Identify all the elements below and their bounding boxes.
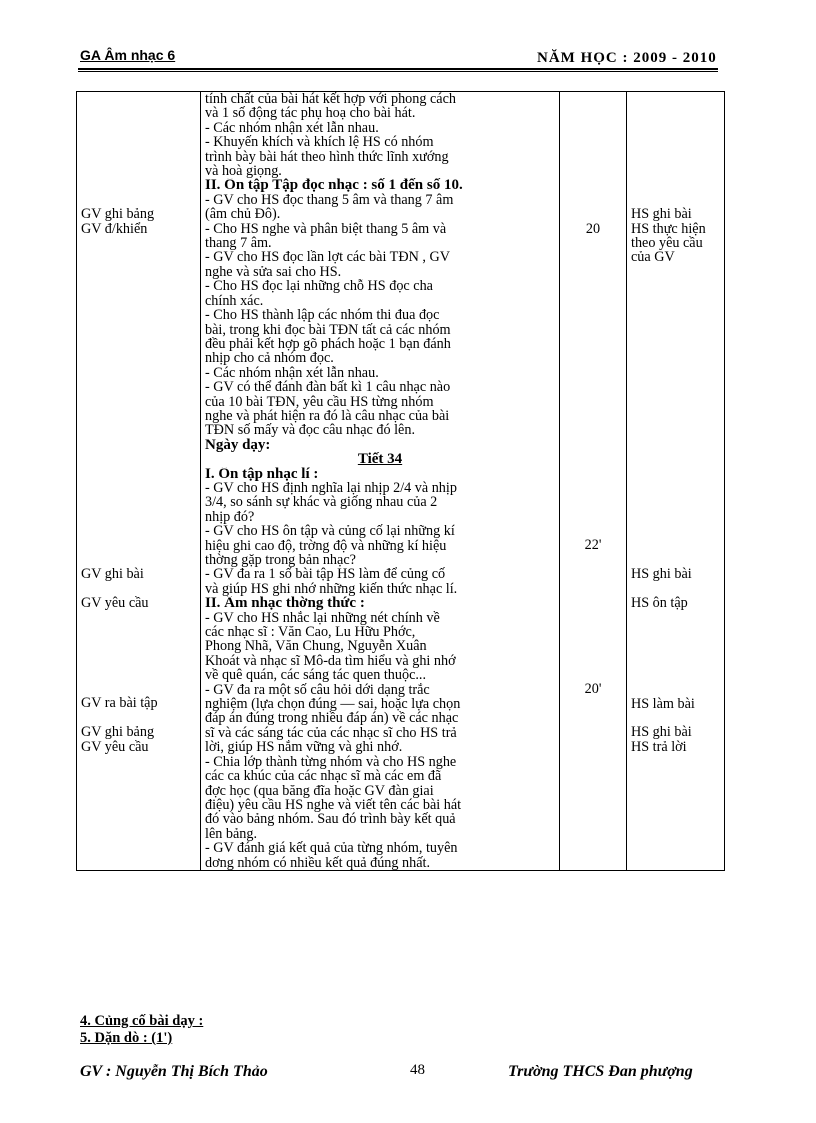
col1-entry: GV ghi bài bbox=[81, 566, 144, 582]
content-line: - Chia lớp thành từng nhóm và cho HS nghe bbox=[205, 754, 457, 770]
col1-entry: GV ghi bảng bbox=[81, 207, 155, 222]
content-line: TĐN số mấy và đọc câu nhạc đó lên. bbox=[205, 423, 415, 438]
content-line: nhịp cho cả nhóm đọc. bbox=[205, 351, 334, 366]
col3-entry: 20 bbox=[585, 221, 601, 236]
teacher-activity-column bbox=[77, 92, 201, 871]
col1-entry: GV yêu cầu bbox=[81, 739, 149, 755]
school-signature: Trường THCS Đan phượng bbox=[508, 1063, 693, 1080]
col4-entry: HS ghi bài bbox=[631, 566, 692, 582]
content-line: Ngày dạy: bbox=[205, 437, 271, 453]
col1-entry: GV ghi bảng bbox=[81, 725, 155, 740]
content-line: trình bày bài hát theo hình thức lĩnh xướng bbox=[205, 149, 449, 165]
content-line: hiệu ghi cao độ, trờng độ và những kí hiệu bbox=[205, 538, 447, 553]
header-divider bbox=[78, 68, 718, 70]
header-divider-thin bbox=[78, 71, 718, 72]
content-line: - Các nhóm nhận xét lẫn nhau. bbox=[205, 120, 379, 136]
col3-entry: 22' bbox=[584, 538, 602, 553]
content-line: - GV đánh giá kết quả của từng nhóm, tuyên bbox=[205, 841, 458, 856]
content-line: các ca khúc của các nhạc sĩ mà các em đã bbox=[205, 769, 442, 784]
col1-entry: GV ra bài tập bbox=[81, 696, 158, 711]
col4-entry: của GV bbox=[631, 250, 675, 265]
content-line: - GV cho HS đọc lần lợt các bài TĐN , GV bbox=[205, 250, 450, 265]
content-line: - GV cho HS đọc thang 5 âm và thang 7 âm bbox=[205, 192, 454, 208]
content-line: đều phải kết hợp gõ phách hoặc 1 bạn đánh bbox=[205, 336, 451, 352]
header-school-year: NĂM HỌC : 2009 - 2010 bbox=[537, 50, 717, 66]
col4-entry: HS ôn tập bbox=[631, 595, 688, 611]
content-line: các nhạc sĩ : Văn Cao, Lu Hữu Phớc, bbox=[205, 625, 416, 640]
content-line: - GV đa ra một số câu hỏi dới dạng trắc bbox=[205, 682, 430, 698]
content-line: của 10 bài TĐN, yêu cầu HS từng nhóm bbox=[205, 394, 434, 409]
content-line: II. Âm nhạc thờng thức : bbox=[205, 596, 365, 611]
content-line: Phong Nhã, Văn Chung, Nguyễn Xuân bbox=[205, 639, 427, 654]
content-line: I. Ôn tập nhạc lí : bbox=[205, 466, 319, 481]
col4-entry: HS ghi bài bbox=[631, 207, 692, 222]
content-line: - Cho HS nghe và phân biệt thang 5 âm và bbox=[205, 221, 447, 237]
content-line: II. Ôn tập Tập đọc nhạc : số 1 đến số 10. bbox=[205, 178, 463, 193]
col4-entry: HS ghi bài bbox=[631, 725, 692, 740]
content-line: và 1 số động tác phụ hoạ cho bài hát. bbox=[205, 106, 416, 121]
content-line: bài, trong khi đọc bài TĐN tất cả các nhóm bbox=[205, 322, 451, 337]
consolidation-heading: 4. Củng cố bài dạy : bbox=[80, 1013, 204, 1029]
content-line: lời, giúp HS nắm vững và ghi nhớ. bbox=[205, 740, 403, 755]
content-line: (âm chủ Đô). bbox=[205, 207, 281, 222]
content-line: - GV có thể đánh đàn bất kì 1 câu nhạc nào bbox=[205, 380, 451, 395]
content-line: - GV đa ra 1 số bài tập HS làm để củng cố bbox=[205, 567, 446, 582]
content-line: và giúp HS ghi nhớ những kiến thức nhạc lí. bbox=[205, 581, 458, 597]
content-line: sĩ và các sáng tác của các nhạc sĩ cho HS trả bbox=[205, 725, 457, 741]
content-line: dơng nhóm có nhiều kết quả đúng nhất. bbox=[205, 855, 431, 870]
content-line: tính chất của bài hát kết hợp với phong cách bbox=[205, 92, 456, 107]
content-line: thờng gặp trong bản nhạc? bbox=[205, 553, 356, 568]
content-line: nghe và sửa sai cho HS. bbox=[205, 264, 342, 280]
teacher-signature: GV : Nguyễn Thị Bích Thảo bbox=[80, 1063, 268, 1080]
content-line: - Cho HS đọc lại những chỗ HS đọc cha bbox=[205, 279, 433, 294]
col4-entry: HS thực hiện bbox=[631, 221, 706, 236]
page-number: 48 bbox=[410, 1062, 425, 1078]
content-line: - GV cho HS nhắc lại những nét chính về bbox=[205, 610, 440, 626]
content-line: và hoà giọng. bbox=[205, 164, 282, 179]
content-line: - GV cho HS định nghĩa lại nhịp 2/4 và nhịp bbox=[205, 480, 457, 496]
col4-entry: HS làm bài bbox=[631, 696, 695, 711]
content-line: - Các nhóm nhận xét lẫn nhau. bbox=[205, 365, 379, 381]
col3-entry: 20' bbox=[584, 682, 602, 697]
content-line: Khoát và nhạc sĩ Mô-da tìm hiểu và ghi nhớ bbox=[205, 653, 456, 669]
col4-entry: theo yêu cầu bbox=[631, 235, 703, 251]
homework-heading: 5. Dặn dò : (1') bbox=[80, 1030, 173, 1046]
content-column bbox=[201, 92, 560, 871]
content-line: - Khuyến khích và khích lệ HS có nhóm bbox=[205, 135, 434, 150]
content-line: đó vào bảng nhóm. Sau đó trình bày kết quả bbox=[205, 812, 456, 827]
content-line: - GV cho HS ôn tập và củng cố lại những kí bbox=[205, 524, 455, 539]
content-line: - Cho HS thành lập các nhóm thi đua đọc bbox=[205, 308, 440, 323]
table-row bbox=[77, 92, 725, 871]
content-line: điệu) yêu cầu HS nghe và viết tên các bài hát bbox=[205, 797, 462, 813]
content-line: Tiết 34 bbox=[357, 452, 403, 467]
content-line: nhịp đó? bbox=[205, 509, 255, 525]
col1-entry: GV đ/khiển bbox=[81, 221, 148, 236]
header-subject: GA Âm nhạc 6 bbox=[80, 47, 176, 63]
col4-entry: HS trả lời bbox=[631, 739, 687, 755]
content-line: chính xác. bbox=[205, 293, 264, 309]
lesson-plan-table bbox=[76, 91, 725, 871]
col1-entry: GV yêu cầu bbox=[81, 595, 149, 611]
content-line: thang 7 âm. bbox=[205, 236, 272, 251]
footer-notes bbox=[80, 1013, 203, 1047]
content-line: đợc học (qua băng đĩa hoặc GV đàn giai bbox=[205, 783, 434, 798]
student-activity-column bbox=[627, 92, 725, 871]
content-line: đáp án đúng trong nhiều đáp án) về các nhạc bbox=[205, 711, 459, 726]
time-column bbox=[560, 92, 627, 871]
content-line: nghe và phát hiện ra đó là câu nhạc của bài bbox=[205, 408, 450, 424]
content-line: về quê quán, các sáng tác quen thuộc... bbox=[205, 668, 427, 683]
content-line: lên bảng. bbox=[205, 826, 258, 842]
content-line: nghiệm (lựa chọn đúng — sai, hoặc lựa chọn bbox=[205, 697, 461, 712]
content-line: 3/4, so sánh sự khác và giống nhau của 2 bbox=[205, 495, 438, 510]
